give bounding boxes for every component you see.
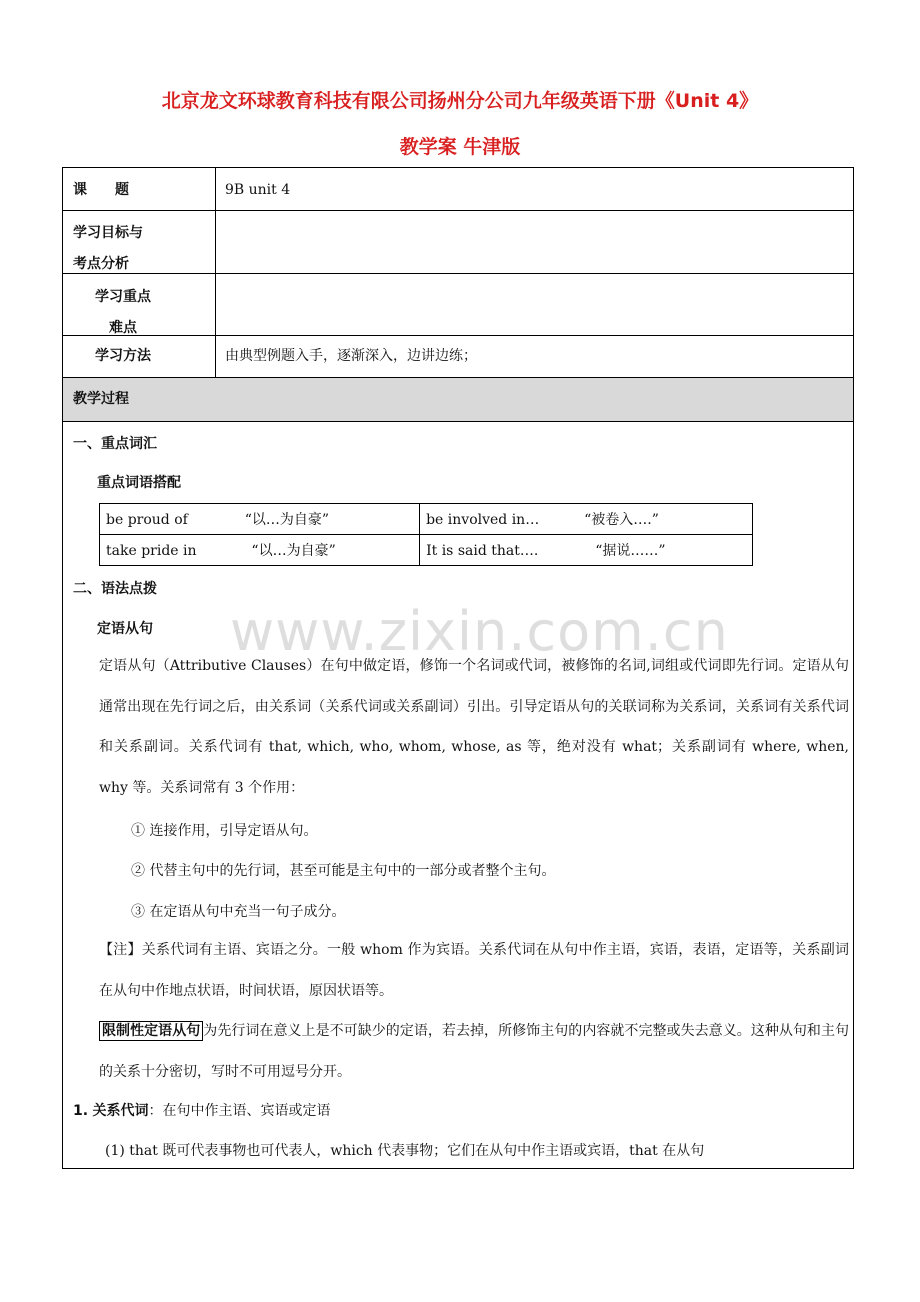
watermark: www.zixin.com.cn [230, 600, 729, 663]
document-title: 北京龙文环球教育科技有限公司扬州分公司九年级英语下册《Unit 4》 [161, 90, 759, 112]
table-cell [420, 504, 753, 535]
table-cell [100, 535, 420, 566]
row-divider [63, 335, 853, 336]
topic-label: 课 题 [73, 182, 129, 198]
heading-label: 关系代词 [92, 1103, 149, 1119]
restrictive-clause-text: 为先行词在意义上是不可缺少的定语，若去掉，所修饰主句的内容就不完整或失去意义。这种从句和主句的关系十分密切，写时不可用逗号分开。 [99, 1023, 850, 1080]
process-heading: 教学过程 [73, 391, 129, 407]
phrase-meaning: “被卷入….” [584, 512, 659, 528]
note-paragraph: 【注】关系代词有主语、宾语之分。一般 whom 作为宾语。关系代词在从句中作主语，宾语，表语，定语等，关系副词在从句中作地点状语，时间状语，原因状语等。 [99, 942, 849, 999]
table-cell [420, 535, 753, 566]
phrase-meaning: “据说……” [595, 543, 666, 559]
phrase: take pride in [106, 543, 197, 559]
method-label: 学习方法 [95, 348, 151, 364]
relative-pronoun-heading [73, 1100, 331, 1120]
document-subtitle: 教学案 牛津版 [399, 136, 521, 158]
heading-text: ：在句中作主语、宾语或定语 [148, 1103, 331, 1119]
key-points-label: 学习重点 难点 [95, 289, 151, 336]
table-cell [100, 504, 420, 535]
restrictive-clause-term: 限制性定语从句 [99, 1021, 203, 1041]
table-row [100, 504, 753, 535]
phrase: be involved in… [426, 512, 540, 528]
goals-label: 学习目标与 考点分析 [73, 225, 143, 272]
topic-value: 9B unit 4 [225, 182, 291, 198]
function-item-2: ② 代替主句中的先行词，甚至可能是主句中的一部分或者整个主句。 [131, 863, 556, 879]
phrase: It is said that…. [426, 543, 539, 559]
row-divider [63, 273, 853, 274]
phrase-meaning: “以…为自豪” [251, 543, 336, 559]
section-vocabulary-heading: 一、重点词汇 [73, 436, 157, 452]
method-value: 由典型例题入手，逐渐深入，边讲边练； [225, 348, 477, 364]
relative-pronoun-point-1: (1) that 既可代表事物也可代表人，which 代表事物；它们在从句中作主语或宾语，that 在从句 [105, 1143, 705, 1159]
heading-number: 1. [73, 1103, 89, 1119]
attributive-clause-paragraph: 定语从句（Attributive Clauses）在句中做定语，修饰一个名词或代词，被修饰的名词,词组或代词即先行词。定语从句通常出现在先行词之后，由关系词（关系代词或关系副词）引出。引导定语从句的关联词称为关系词，关系词有关系代词和关系副词。关系代词有 that, which, who, whom, whose, as 等，绝对没有 what；关系副词有 where, when, why 等。关系词常有 3 个作用： [99, 658, 849, 796]
section-grammar-heading: 二、语法点拨 [73, 581, 157, 597]
phrase-meaning: “以…为自豪” [244, 512, 330, 528]
table-row [100, 535, 753, 566]
row-divider [63, 210, 853, 211]
column-divider [215, 168, 216, 377]
collocations-subheading: 重点词语搭配 [97, 475, 181, 491]
vocabulary-table [99, 503, 753, 566]
restrictive-clause-paragraph [99, 1011, 849, 1092]
function-item-3: ③ 在定语从句中充当一句子成分。 [131, 904, 346, 920]
row-divider [63, 421, 853, 422]
attributive-clause-subheading: 定语从句 [97, 621, 153, 637]
lesson-plan-table [62, 167, 854, 1169]
row-divider [63, 377, 853, 378]
process-header-bar [63, 377, 853, 421]
phrase: be proud of [106, 512, 188, 528]
function-item-1: ① 连接作用，引导定语从句。 [131, 823, 318, 839]
